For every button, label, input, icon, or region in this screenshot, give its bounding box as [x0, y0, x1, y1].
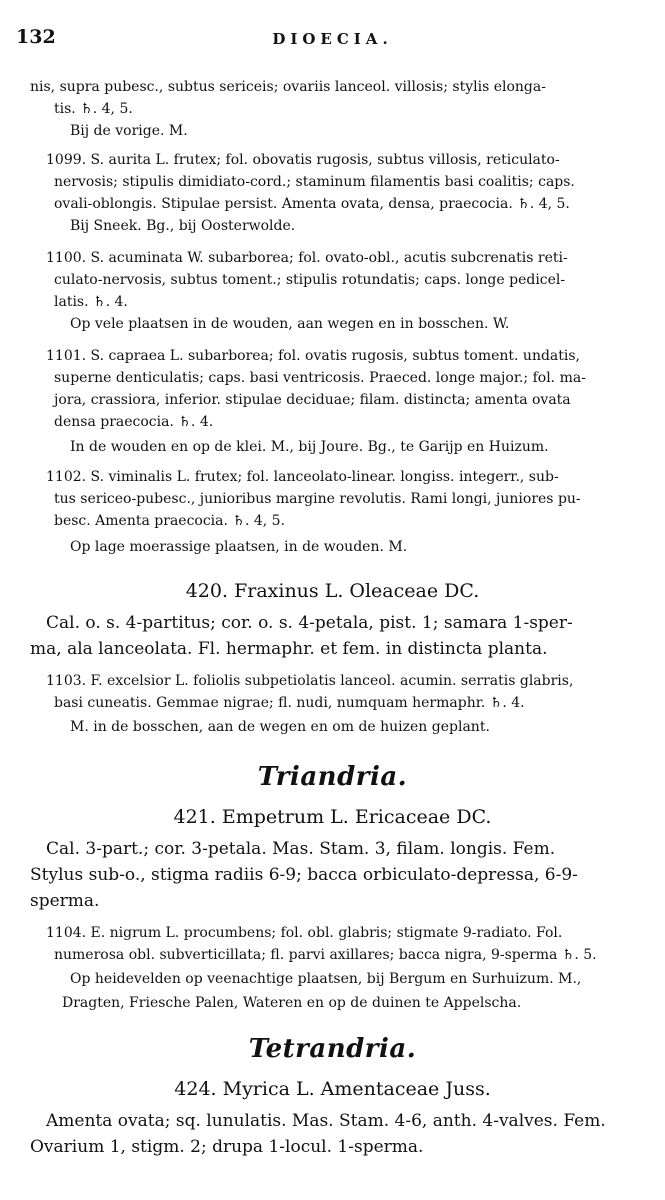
text-line: densa praecocia. ♄. 4.	[54, 414, 214, 430]
text-line: Op lage moerassige plaatsen, in de wouden. M.	[70, 539, 408, 555]
text-line: nis, supra pubesc., subtus sericeis; ovariis lanceol. villosis; stylis elonga-	[30, 79, 546, 95]
text-line: basi cuneatis. Gemmae nigrae; fl. nudi, numquam hermaphr. ♄. 4.	[54, 695, 525, 711]
text-line: Stylus sub-o., stigma radiis 6-9; bacca orbiculato-depressa, 6-9-	[30, 865, 578, 885]
text-line: tus sericeo-pubesc., junioribus margine revolutis. Rami longi, juniores pu-	[54, 491, 581, 507]
text-line: superne denticulatis; caps. basi ventricosis. Praeced. longe major.; fol. ma-	[54, 370, 586, 386]
text-line: ma, ala lanceolata. Fl. hermaphr. et fem. in distincta planta.	[30, 639, 548, 659]
text-line: jora, crassiora, inferior. stipulae deciduae; filam. distincta; amenta ovata	[54, 392, 571, 408]
text-line: Op vele plaatsen in de wouden, aan wegen en in bosschen. W.	[70, 316, 510, 332]
genus-header: 424. Myrica L. Amentaceae Juss.	[174, 1078, 491, 1100]
text-line: besc. Amenta praecocia. ♄. 4, 5.	[54, 513, 286, 529]
text-line: 1101. S. capraea L. subarborea; fol. ovatis rugosis, subtus toment. undatis,	[46, 348, 581, 364]
text-line: latis. ♄. 4.	[54, 294, 128, 310]
text-line: sperma.	[30, 891, 100, 911]
text-line: M. in de bosschen, aan de wegen en om de huizen geplant.	[70, 719, 490, 735]
text-line: Ovarium 1, stigm. 2; drupa 1-locul. 1-sperma.	[30, 1137, 424, 1157]
running-title: DIOECIA.	[272, 30, 393, 48]
text-line: 1102. S. viminalis L. frutex; fol. lanceolato-linear. longiss. integerr., sub-	[46, 469, 559, 485]
text-line: tis. ♄. 4, 5.	[54, 101, 133, 117]
text-line: ovali-oblongis. Stipulae persist. Amenta ovata, densa, praecocia. ♄. 4, 5.	[54, 196, 570, 212]
text-line: 1103. F. excelsior L. foliolis subpetiolatis lanceol. acumin. serratis glabris,	[46, 673, 574, 689]
text-line: 1100. S. acuminata W. subarborea; fol. ovato-obl., acutis subcrenatis reti-	[46, 250, 568, 266]
text-line: culato-nervosis, subtus toment.; stipulis rotundatis; caps. longe pedicel-	[54, 272, 566, 288]
text-line: In de wouden en op de klei. M., bij Joure. Bg., te Garijp en Huizum.	[70, 439, 549, 455]
text-line: 1099. S. aurita L. frutex; fol. obovatis rugosis, subtus villosis, reticulato-	[46, 152, 560, 168]
genus-header: 420. Fraxinus L. Oleaceae DC.	[185, 580, 480, 602]
text-line: 1104. E. nigrum L. procumbens; fol. obl. glabris; stigmate 9-radiato. Fol.	[46, 925, 563, 941]
text-line: Amenta ovata; sq. lunulatis. Mas. Stam. 4-6, anth. 4-valves. Fem.	[46, 1111, 606, 1131]
text-line: nervosis; stipulis dimidiato-cord.; staminum filamentis basi coalitis; caps.	[54, 174, 575, 190]
class-header: Triandria.	[257, 762, 408, 792]
text-line: Cal. o. s. 4-partitus; cor. o. s. 4-petala, pist. 1; samara 1-sper-	[46, 613, 573, 633]
text-line: Op heidevelden op veenachtige plaatsen, bij Bergum en Surhuizum. M.,	[70, 971, 582, 987]
text-line: numerosa obl. subverticillata; fl. parvi axillares; bacca nigra, 9-sperma ♄. 5.	[54, 947, 597, 963]
class-header: Tetrandria.	[248, 1034, 417, 1064]
text-line: Cal. 3-part.; cor. 3-petala. Mas. Stam. 3, filam. longis. Fem.	[46, 839, 556, 859]
genus-header: 421. Empetrum L. Ericaceae DC.	[173, 806, 492, 828]
page-number: 132	[16, 26, 56, 48]
text-line: Bij Sneek. Bg., bij Oosterwolde.	[70, 218, 296, 234]
text-line: Bij de vorige. M.	[70, 123, 188, 139]
text-line: Dragten, Friesche Palen, Wateren en op de duinen te Appelscha.	[62, 995, 522, 1011]
